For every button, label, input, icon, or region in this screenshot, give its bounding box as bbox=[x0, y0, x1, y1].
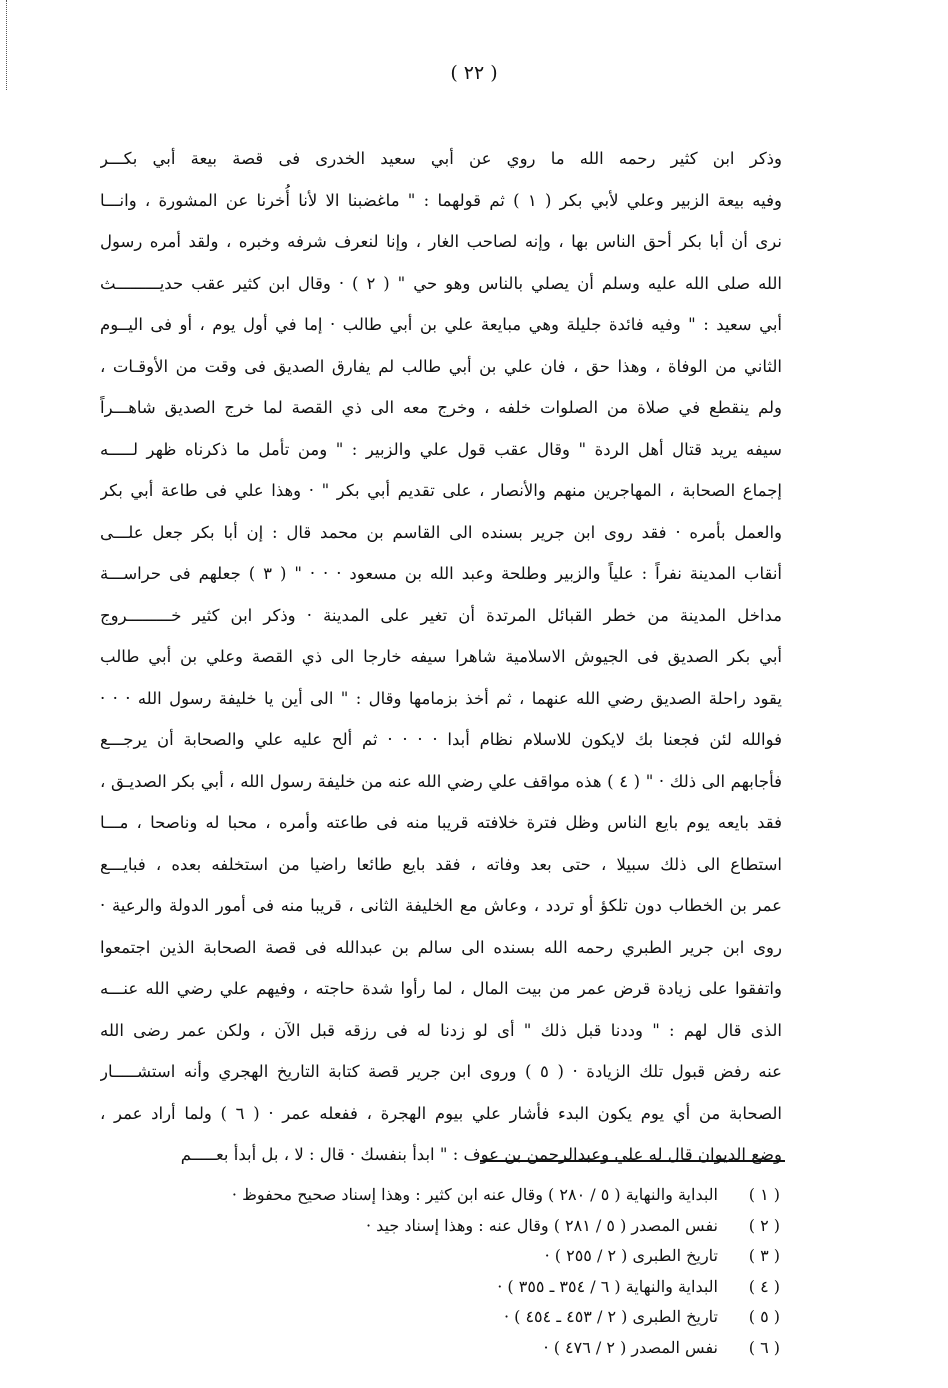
body-line: روى ابن جرير الطبري رحمه الله بسنده الى سالم بن عبدالله فى قصة الصحابة الذين اجتمعوا bbox=[100, 937, 782, 957]
footnote bbox=[220, 1241, 780, 1272]
body-line: مداخل المدينة من خطر القبائل المرتدة أن تغير على المدينة · وذكر ابن كثير خـــــــــروج bbox=[100, 605, 782, 625]
footnote-text: تاريخ الطبرى ( ٢ / ٤٥٣ ـ ٤٥٤ ) · bbox=[503, 1307, 718, 1326]
body-line: الثاني من الوفاة ، وهذا حق ، فان علي بن أبي طالب لم يفارق الصديق فى وقت من الأوقـات ، bbox=[100, 356, 782, 376]
footnote bbox=[220, 1272, 780, 1303]
body-line: فقد بايعه يوم بايع الناس وظل فترة خلافته قريبا منه فى طاعته وأمره ، محبا له وناصحا ، مـــا bbox=[100, 813, 782, 832]
body-line: سيفه يريد قتال أهل الردة " وقال عقب قول علي والزبير : " ومن تأمل ما ذكرناه ظهر لـــــه bbox=[100, 439, 782, 459]
footnote bbox=[220, 1211, 780, 1242]
body-line: أبي بكر الصديق فى الجيوش الاسلامية شاهرا سيفه خارجا الى ذي القصة وعلي بن أبي طالب bbox=[100, 647, 782, 666]
body-line: فوالله لئن فجعنا بك لايكون للاسلام نظام أبدا · · · · ثم ألح عليه علي والصحابة أن يرجـــع bbox=[100, 730, 782, 749]
body-line: الذى قال لهم : " وددنا قبل ذلك " أى لو زدنا له فى رزقه قبل الآن ، ولكن عمر رضى الله bbox=[100, 1020, 782, 1040]
footnote-number: ( ٦ ) bbox=[748, 1337, 780, 1357]
footnote-number: ( ١ ) bbox=[748, 1185, 780, 1204]
body-line: عنه رفض قبول تلك الزيادة · ( ٥ ) وروى ابن جرير قصة كتابة التاريخ الهجري وأنه استشـــــار bbox=[100, 1062, 782, 1081]
body-line: فأجابهم الى ذلك · " ( ٤ ) هذه مواقف علي رضي الله عنه من خليفة رسول الله ، أبي بكر الصديـق ، bbox=[100, 771, 782, 791]
footnote-number: ( ٤ ) bbox=[748, 1276, 780, 1296]
footnote-text: تاريخ الطبرى ( ٢ / ٢٥٥ ) · bbox=[544, 1246, 718, 1265]
footnote-text: البداية والنهاية ( ٥ / ٢٨٠ ) وقال عنه ابن كثير : وهذا إسناد صحيح محفوظ · bbox=[231, 1185, 718, 1204]
body-line: والعمل بأمره · فقد روى ابن جرير بسنده الى القاسم بن محمد قال : إن أبا بكر جعل علـــى bbox=[100, 522, 782, 542]
footnote-text: نفس المصدر ( ٥ / ٢٨١ ) وقال عنه : وهذا إسناد جيد · bbox=[366, 1215, 718, 1235]
body-line: استطاع الى ذلك سبيلا ، حتى بعد وفاته ، فقد بايع طائعا راضيا من استخلفه بعده ، فبايـــع bbox=[100, 854, 782, 874]
body-line: وذكر ابن كثير رحمه الله ما روي عن أبي سعيد الخدرى فى قصة بيعة أبي بكـــر bbox=[100, 149, 782, 168]
footnotes bbox=[220, 1180, 780, 1363]
body-line: ولم ينقطع في صلاة من الصلوات خلفه ، وخرج معه الى ذي القصة لما خرج الصديق شاهـــراً bbox=[100, 398, 782, 417]
body-line: أنقاب المدينة نفراً : علياً والزبير وطلحة وعبد الله بن مسعود · · · " ( ٣ ) جعلهم فى حراســـة bbox=[100, 564, 782, 583]
footnote-separator bbox=[480, 1160, 785, 1162]
body-text bbox=[100, 138, 782, 1176]
footnote bbox=[220, 1333, 780, 1364]
footnote-number: ( ٣ ) bbox=[748, 1246, 780, 1265]
footnote-number: ( ٢ ) bbox=[748, 1215, 780, 1235]
footnote bbox=[220, 1180, 780, 1211]
body-line: يقود راحلة الصديق رضي الله عنهما ، ثم أخذ بزمامها وقال : " الى أين يا خليفة رسول الله · · · bbox=[100, 688, 782, 708]
footnote bbox=[220, 1302, 780, 1333]
body-line: نرى أن أبا بكر أحق الناس بها ، وإنه لصاحب الغار ، وإنا لنعرف شرفه وخبره ، ولقد أمره رسول bbox=[100, 232, 782, 251]
footnote-number: ( ٥ ) bbox=[748, 1307, 780, 1326]
body-line: وفيه بيعة الزبير وعلي لأبي بكر ( ١ ) ثم قولهما : " ماغضبنا الا لأنا أُخرنا عن المشورة ، وانـــا bbox=[100, 190, 782, 210]
body-line: أبي سعيد : " وفيه فائدة جليلة وهي مبايعة علي بن أبي طالب · إما في أول يوم ، أو فى اليــوم bbox=[100, 315, 782, 334]
body-line: عمر بن الخطاب دون تلكؤ أو تردد ، وعاش مع الخليفة الثانى ، قريبا منه فى أمور الدولة والرعية · bbox=[100, 896, 782, 915]
body-line: الصحابة من أي يوم يكون البدء فأشار علي بيوم الهجرة ، ففعله عمر · ( ٦ ) ولما أراد عمر ، bbox=[100, 1103, 782, 1123]
body-line: إجماع الصحابة ، المهاجرين منهم والأنصار ، على تقديم أبي بكر " · وهذا علي فى طاعة أبي بكر bbox=[100, 481, 782, 500]
body-line: واتفقوا على زيادة قرض عمر من بيت المال ، لما رأوا شدة حاجته ، وفيهم علي رضي الله عنـــه bbox=[100, 979, 782, 998]
body-line: الله صلى الله عليه وسلم أن يصلي بالناس وهو حي " ( ٢ ) · وقال ابن كثير عقب حديـــــــــث bbox=[100, 273, 782, 293]
page-number: ( ٢٢ ) bbox=[450, 62, 498, 84]
body-line: وضع الديوان قال له علي وعبدالرحمن بن عوف : " ابدأ بنفسك · قال : لا ، بل أبدأ بعـــــم bbox=[180, 1145, 782, 1164]
footnote-text: البداية والنهاية ( ٦ / ٣٥٤ ـ ٣٥٥ ) · bbox=[497, 1276, 718, 1296]
footnote-text: نفس المصدر ( ٢ / ٤٧٦ ) · bbox=[543, 1337, 718, 1357]
